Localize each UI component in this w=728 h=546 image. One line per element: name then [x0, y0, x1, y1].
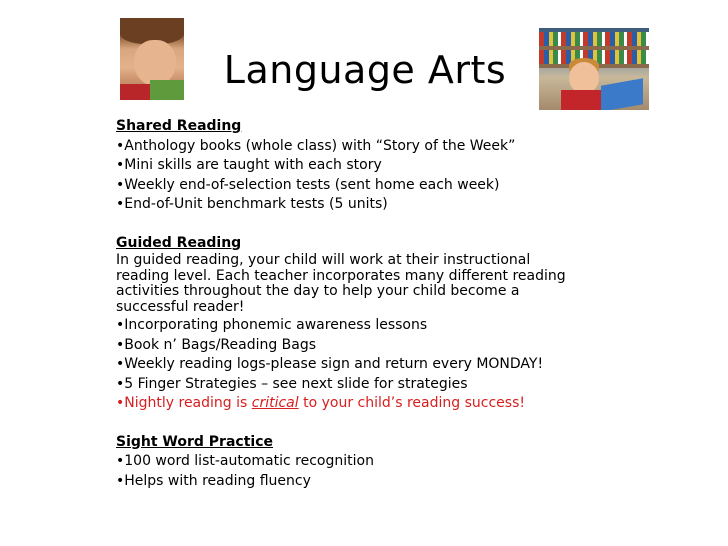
child-reading-library-photo — [539, 28, 649, 110]
section-spacer — [116, 215, 616, 234]
guided-reading-heading: Guided Reading — [116, 234, 242, 251]
paragraph-line-4: successful reader! — [116, 298, 245, 315]
guided-bullet-3: •Weekly reading logs-please sign and return every MONDAY! — [116, 356, 544, 372]
paragraph-line-1: In guided reading, your child will work at their instructional — [116, 252, 531, 268]
paragraph-line-3: activities throughout the day to help your child become a — [116, 283, 520, 299]
slide-body — [116, 117, 616, 491]
shared-bullet-1: •Anthology books (whole class) with “Story of the Week” — [116, 137, 516, 154]
guided-bullet-2: •Book n’ Bags/Reading Bags — [116, 336, 317, 353]
nightly-reading-bullet — [116, 394, 616, 414]
guided-bullet-4: •5 Finger Strategies – see next slide for strategies — [116, 375, 468, 392]
boy-reading-photo — [120, 18, 184, 100]
shared-bullet-2: •Mini skills are taught with each story — [116, 157, 382, 173]
guided-bullet-1: •Incorporating phonemic awareness lessons — [116, 317, 428, 333]
nightly-reading-text-after: to your child’s reading success! — [298, 395, 525, 411]
shared-bullet-4: •End-of-Unit benchmark tests (5 units) — [116, 196, 388, 212]
sight-bullet-1: •100 word list-automatic recognition — [116, 453, 374, 469]
guided-reading-paragraph — [116, 253, 616, 315]
nightly-reading-text-before: •Nightly reading is — [116, 395, 252, 411]
photo-book-shape — [150, 80, 184, 100]
sight-word-heading: Sight Word Practice — [116, 433, 273, 450]
section-spacer — [116, 414, 616, 433]
slide-title: Language Arts — [223, 48, 507, 92]
shared-bullet-3: •Weekly end-of-selection tests (sent home each week) — [116, 176, 500, 193]
photo-bookshelf-row — [539, 32, 649, 46]
photo-kid-book — [601, 78, 643, 110]
critical-emphasis: critical — [251, 395, 299, 411]
shared-reading-heading: Shared Reading — [116, 118, 242, 134]
sight-bullet-2: •Helps with reading fluency — [116, 472, 311, 489]
paragraph-line-2: reading level. Each teacher incorporates many different reading — [116, 267, 566, 284]
